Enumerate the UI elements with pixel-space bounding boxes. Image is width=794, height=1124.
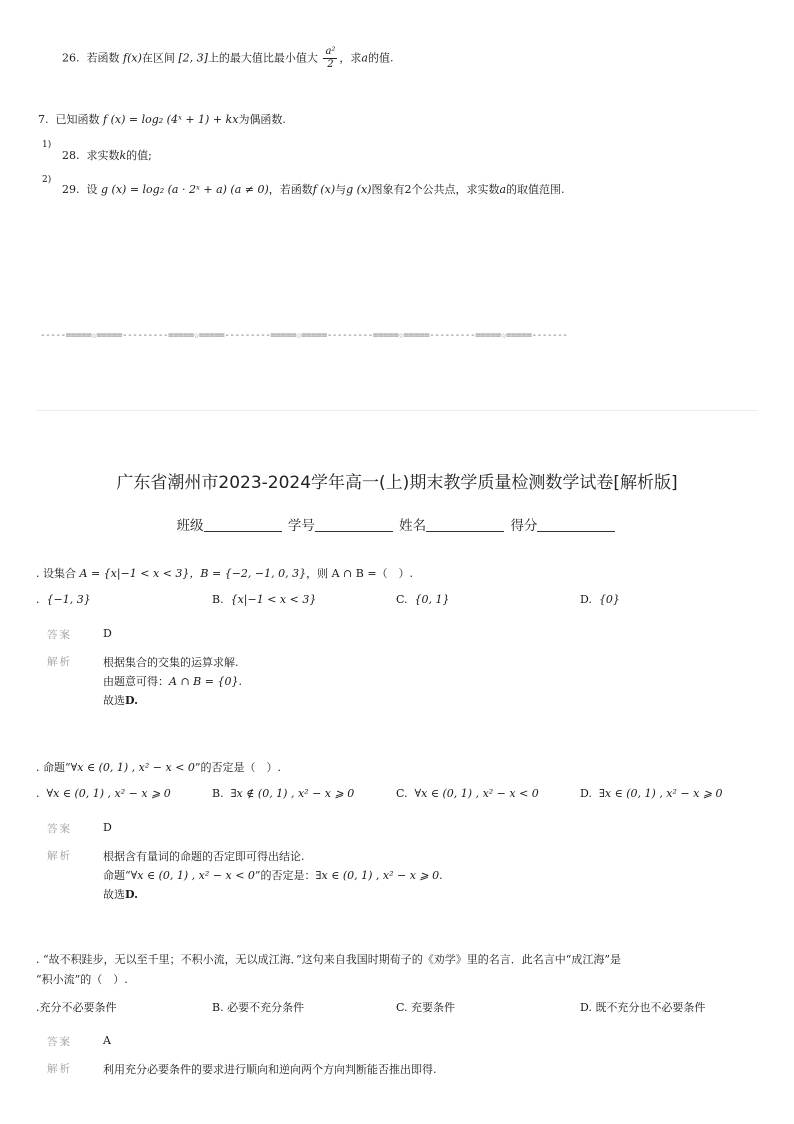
sub-marker: 2) [42, 175, 52, 185]
blank-line [315, 519, 393, 532]
question-2-stem: . 命题“∀x ∈ (0, 1) , x² − x < 0”的否定是（ ）. [36, 761, 282, 774]
question-3-stem-line1: . “故不积跬步，无以至千里；不积小流，无以成江海．”这句来自我国时期荀子的《劝学》里的名言．此名言中“成江海”是 [36, 953, 621, 966]
analysis-line: 由题意可得：A ∩ B = {0}. [103, 675, 242, 688]
answer-value: D [103, 627, 112, 640]
blank-line [204, 519, 282, 532]
option-a: . {−1, 3} [36, 593, 91, 606]
option-b: B. {x|−1 < x < 3} [212, 593, 317, 606]
question-number: 26. [62, 51, 80, 65]
answer-value: A [103, 1034, 111, 1047]
analysis-line: 故选D. [103, 694, 138, 707]
option-c: C. ∀x ∈ (0, 1) , x² − x < 0 [396, 787, 539, 800]
blank-line [426, 519, 504, 532]
answer-value: D [103, 821, 112, 834]
question-3-stem-line2: “积小流”的（ ）. [36, 973, 128, 986]
option-d: D. 既不充分也不必要条件 [580, 1001, 706, 1014]
answer-label: 答案 [47, 1036, 72, 1048]
option-b: B. ∃x ∉ (0, 1) , x² − x ⩾ 0 [212, 787, 355, 800]
option-d: D. ∃x ∈ (0, 1) , x² − x ⩾ 0 [580, 787, 723, 800]
question-1-stem: . 设集合 A = {x|−1 < x < 3}，B = {−2, −1, 0, 3}，则 A ∩ B =（ ）. [36, 567, 414, 580]
answer-label: 答案 [47, 823, 72, 835]
fraction: $\frac{\text{a²}}{2}$ [325, 46, 336, 70]
blank-line [537, 519, 615, 532]
document-title: 广东省潮州市2023-2024学年高一(上)期末教学质量检测数学试卷[解析版] [116, 473, 678, 493]
field-id: 学号 [287, 518, 315, 534]
option-c: C. 充要条件 [396, 1001, 456, 1014]
field-name: 姓名 [399, 518, 427, 534]
field-class: 班级 [176, 518, 204, 534]
field-score: 得分 [510, 518, 538, 534]
analysis-line: 故选D. [103, 888, 138, 901]
question-29: 29. 设 g (x) = log₂ (a · 2ˣ + a) (a ≠ 0)，若函数f (x)与g (x)图象有2个公共点，求实数a的取值范围. [62, 183, 565, 196]
question-7: 7. 已知函数 f (x) = log₂ (4ˣ + 1) + kx为偶函数. [38, 113, 286, 126]
analysis-line: 命题“∀x ∈ (0, 1) , x² − x < 0”的否定是：∃x ∈ (0, 1) , x² − x ⩾ 0. [103, 869, 443, 882]
question-26: 26. 若函数 f(x)在区间 [2, 3]上的最大值比最小值大 $\frac{\text{a²}}{2}$ ，求a的值. [62, 46, 394, 70]
option-a: . ∀x ∈ (0, 1) , x² − x ⩾ 0 [36, 787, 171, 800]
analysis-line: 根据含有量词的命题的否定即可得出结论. [103, 850, 305, 863]
sub-marker: 1) [42, 140, 52, 150]
divider [36, 410, 758, 411]
page-separator: -----=====☆=====---------=====☆=====---------=====☆=====---------=====☆=====---------=====☆=====------- [40, 330, 568, 341]
analysis-label: 解析 [47, 850, 72, 862]
analysis-line: 根据集合的交集的运算求解. [103, 656, 239, 669]
analysis-label: 解析 [47, 1063, 72, 1075]
option-d: D. {0} [580, 593, 620, 606]
analysis-line: 利用充分必要条件的要求进行顺向和逆向两个方向判断能否推出即得. [103, 1063, 437, 1076]
option-a: .充分不必要条件 [36, 1001, 117, 1014]
answer-label: 答案 [47, 629, 72, 641]
option-c: C. {0, 1} [396, 593, 450, 606]
analysis-label: 解析 [47, 656, 72, 668]
student-info-row [0, 514, 794, 534]
option-b: B. 必要不充分条件 [212, 1001, 305, 1014]
question-28: 28. 求实数k的值; [62, 149, 152, 162]
